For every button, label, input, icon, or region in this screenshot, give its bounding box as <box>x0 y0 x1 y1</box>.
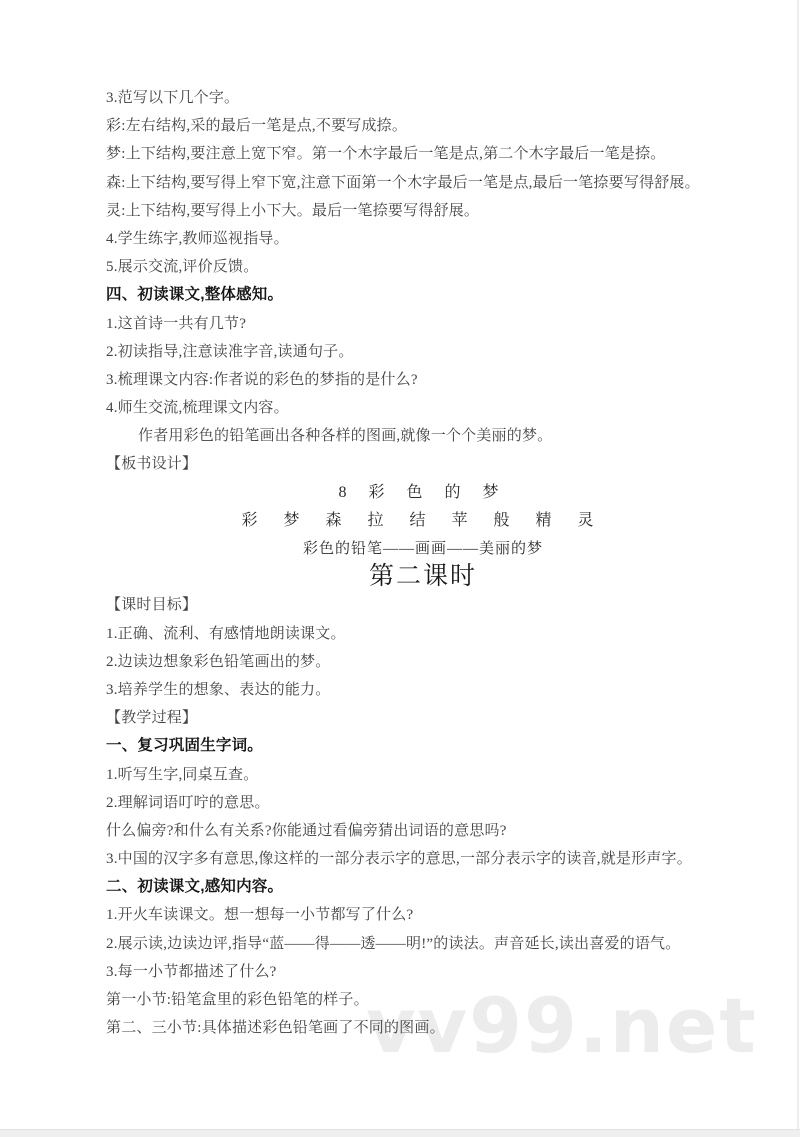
text-line: 梦:上下结构,要注意上宽下窄。第一个木字最后一笔是点,第二个木字最后一笔是捺。 <box>106 146 666 163</box>
text-line: 【板书设计】 <box>106 456 198 473</box>
text-line: 2.边读边想象彩色铅笔画出的梦。 <box>106 653 331 670</box>
text-line: 4.学生练字,教师巡视指导。 <box>106 230 289 247</box>
watermark: vv99.net <box>366 981 758 1070</box>
text-line: 8 彩 色 的 梦 <box>338 483 508 501</box>
text-line: 2.理解词语叮咛的意思。 <box>106 794 270 811</box>
text-line: 3.梳理课文内容:作者说的彩色的梦指的是什么? <box>106 371 418 388</box>
text-line: 2.初读指导,注意读准字音,读通句子。 <box>106 343 354 360</box>
text-line: 森:上下结构,要写得上窄下宽,注意下面第一个木字最后一笔是点,最后一笔捺要写得舒展。 <box>106 174 700 191</box>
text-line: 3.每一小节都描述了什么? <box>106 963 277 980</box>
text-line: 【教学过程】 <box>106 710 198 727</box>
text-line: 彩色的铅笔——画画——美丽的梦 <box>302 541 543 557</box>
text-line: 第一小节:铅笔盒里的彩色铅笔的样子。 <box>106 992 369 1008</box>
text-line: 5.展示交流,评价反馈。 <box>106 259 259 276</box>
text-line: 3.培养学生的想象、表达的能力。 <box>106 681 331 698</box>
text-line: 1.开火车读课文。想一想每一小节都写了什么? <box>106 907 414 924</box>
page-bottom-strip <box>0 1129 800 1137</box>
text-line: 作者用彩色的铅笔画出各种各样的图画,就像一个个美丽的梦。 <box>138 428 553 445</box>
text-line: 4.师生交流,梳理课文内容。 <box>106 400 289 417</box>
text-line: 第二课时 <box>368 563 477 591</box>
text-line: 二、初读课文,感知内容。 <box>106 878 284 896</box>
text-line: 四、初读课文,整体感知。 <box>106 286 284 304</box>
text-line: 彩 梦 森 拉 结 苹 般 精 灵 <box>241 511 605 529</box>
text-line: 2.展示读,边读边评,指导“蓝——得——透——明!”的读法。声音延长,读出喜爱的语气。 <box>106 935 681 952</box>
text-line: 灵:上下结构,要写得上小下大。最后一笔捺要写得舒展。 <box>106 202 480 219</box>
text-line: 3.范写以下几个字。 <box>106 90 240 106</box>
text-line: 1.正确、流利、有感情地朗读课文。 <box>106 625 346 642</box>
text-line: 1.听写生字,同桌互查。 <box>106 766 259 783</box>
text-line: 第二、三小节:具体描述彩色铅笔画了不同的图画。 <box>106 1020 445 1037</box>
text-line: 彩:左右结构,采的最后一笔是点,不要写成捺。 <box>106 118 408 135</box>
text-line: 3.中国的汉字多有意思,像这样的一部分表示字的意思,一部分表示字的读音,就是形声字。 <box>106 851 692 868</box>
text-line: 什么偏旁?和什么有关系?你能通过看偏旁猜出词语的意思吗? <box>106 822 507 839</box>
text-line: 【课时目标】 <box>106 597 198 614</box>
text-line: 1.这首诗一共有几节? <box>106 315 247 332</box>
text-line: 一、复习巩固生字词。 <box>106 737 264 755</box>
